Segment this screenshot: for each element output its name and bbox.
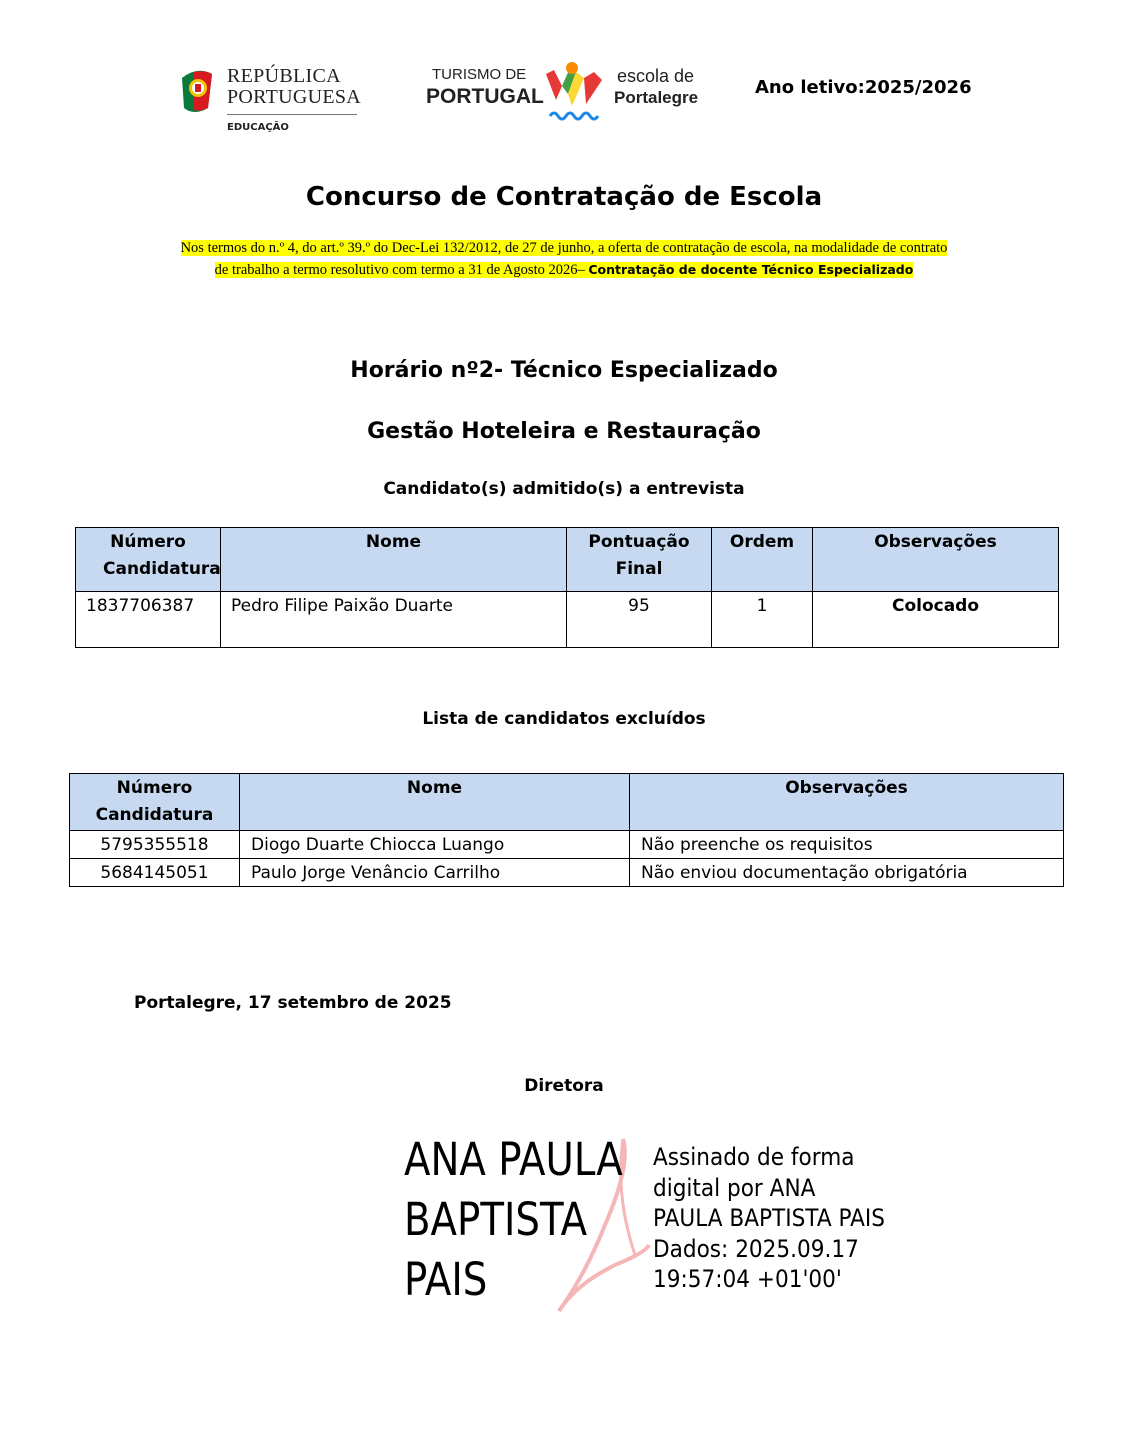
header-pontuacao: Pontuação Final bbox=[567, 528, 712, 592]
admitted-table bbox=[75, 527, 1059, 648]
header-ordem: Ordem bbox=[712, 528, 813, 592]
header-observacoes: Observações bbox=[813, 528, 1059, 592]
cell-numero: 1837706387 bbox=[76, 592, 221, 648]
cell-numero: 5795355518 bbox=[70, 831, 240, 859]
cell-ordem: 1 bbox=[712, 592, 813, 648]
place-date: Portalegre, 17 setembro de 2025 bbox=[134, 993, 452, 1013]
logo-divider bbox=[227, 114, 357, 115]
turismo-line2: PORTUGAL bbox=[426, 85, 544, 108]
excluded-heading: Lista de candidatos excluídos bbox=[422, 709, 706, 729]
horario-heading: Horário nº2- Técnico Especializado bbox=[350, 358, 778, 383]
educacao-label: EDUCAÇÃO bbox=[227, 122, 289, 133]
header-numero: Número Candidatura bbox=[76, 528, 221, 592]
header-nome: Nome bbox=[240, 774, 630, 831]
cell-pontuacao: 95 bbox=[567, 592, 712, 648]
republica-portuguesa-emblem-icon bbox=[178, 64, 216, 116]
signatory-role: Diretora bbox=[524, 1076, 604, 1096]
escola-line1: escola de bbox=[617, 66, 695, 86]
header-numero: Número Candidatura bbox=[70, 774, 240, 831]
table-row bbox=[70, 831, 1064, 859]
table-header-row bbox=[70, 774, 1064, 831]
table-row bbox=[70, 859, 1064, 887]
table-row bbox=[76, 592, 1059, 648]
excluded-table bbox=[69, 773, 1064, 887]
legal-line-2-bold: Contratação de docente Técnico Especializado bbox=[588, 262, 914, 277]
legal-line-1: Nos termos do n.º 4, do art.º 39.º do Dec-Lei 132/2012, de 27 de junho, a oferta de contratação de escola, na modalidade de contrato bbox=[180, 240, 948, 256]
cell-observacoes: Colocado bbox=[813, 592, 1059, 648]
cell-nome: Pedro Filipe Paixão Duarte bbox=[221, 592, 567, 648]
cell-nome: Paulo Jorge Venâncio Carrilho bbox=[240, 859, 630, 887]
turismo-portugal-logo-icon bbox=[540, 60, 606, 124]
header-observacoes: Observações bbox=[630, 774, 1064, 831]
cell-observacoes: Não preenche os requisitos bbox=[630, 831, 1064, 859]
header-nome: Nome bbox=[221, 528, 567, 592]
page-title: Concurso de Contratação de Escola bbox=[305, 182, 823, 212]
republica-portuguesa-logo-text: REPÚBLICA PORTUGUESA bbox=[227, 65, 362, 108]
ano-letivo: Ano letivo:2025/2026 bbox=[755, 77, 972, 98]
cell-observacoes: Não enviou documentação obrigatória bbox=[630, 859, 1064, 887]
signature-info: Assinado de forma digital por ANA PAULA BAPTISTA PAIS Dados: 2025.09.17 19:57:04 +01'00' bbox=[653, 1143, 885, 1293]
cell-nome: Diogo Duarte Chiocca Luango bbox=[240, 831, 630, 859]
table-header-row bbox=[76, 528, 1059, 592]
legal-notice bbox=[0, 238, 1128, 281]
admitted-heading: Candidato(s) admitido(s) a entrevista bbox=[383, 479, 745, 499]
cell-numero: 5684145051 bbox=[70, 859, 240, 887]
signature-name: ANA PAULA BAPTISTA PAIS bbox=[404, 1133, 623, 1306]
area-heading: Gestão Hoteleira e Restauração bbox=[367, 419, 761, 444]
turismo-line1: TURISMO DE bbox=[432, 66, 527, 83]
legal-line-2: de trabalho a termo resolutivo com termo a 31 de Agosto 2026– bbox=[214, 262, 589, 278]
escola-line2: Portalegre bbox=[614, 88, 699, 107]
